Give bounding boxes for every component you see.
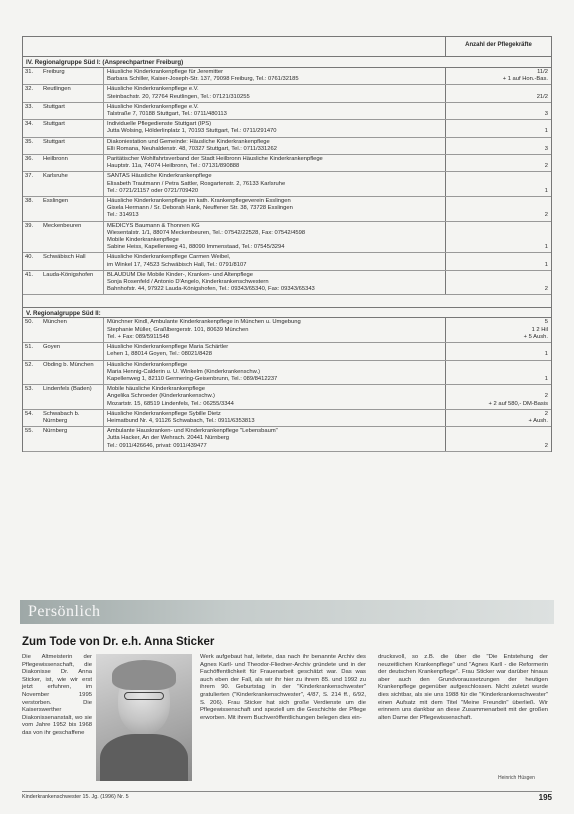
row-address — [103, 271, 445, 295]
row-number: 31. — [25, 69, 34, 75]
address-line: Sabine Heiss, Kapellenweg 41, 88090 Immenstaad, Tel.: 07545/3294 — [107, 244, 285, 251]
table-body — [23, 57, 551, 452]
row-staff-count — [445, 222, 551, 253]
row-staff-count — [445, 361, 551, 385]
table-row — [23, 120, 551, 137]
address-line: Häusliche Kinderkrankenpflege Sybille Dietz — [107, 410, 221, 417]
table-row — [23, 138, 551, 155]
address-line: Häusliche Kinderkrankenpflege e.V. — [107, 103, 199, 110]
staff-count-value: 1 — [544, 351, 548, 358]
row-staff-count — [445, 410, 551, 426]
row-address — [103, 318, 445, 342]
row-city: Nürnberg — [43, 428, 68, 435]
staff-count-value: 1 — [544, 187, 548, 194]
row-city: Lauda-Königshofen — [43, 271, 94, 278]
row-address — [103, 120, 445, 136]
address-line: Mobile Kinderkrankenpflege — [107, 237, 179, 244]
staff-count-value: 2 — [544, 442, 548, 449]
row-city: Esslingen — [43, 198, 69, 205]
address-line: MEDICYS Baumann & Thonnen KG — [107, 222, 200, 229]
table-row — [23, 222, 551, 254]
address-line: Häusliche Kinderkrankenpflege für Jeremitter — [107, 69, 223, 75]
table-row — [23, 85, 551, 102]
address-line: Sonja Rosenfeld / Antonio D'Angelo, Kinderkrankenschwestern — [107, 279, 269, 286]
table-row — [23, 385, 551, 410]
journal-reference: Kinderkrankenschwester 15. Jg. (1996) Nr. 5 — [22, 794, 129, 800]
address-line: Elli Romana, Neuhaldenstr. 48, 70327 Stuttgart, Tel.: 0711/331262 — [107, 145, 277, 152]
row-city: Freiburg — [43, 69, 65, 75]
row-address — [103, 85, 445, 101]
row-number: 35. — [25, 138, 34, 145]
staff-count-value: 1 — [544, 244, 548, 251]
table-row — [23, 271, 551, 296]
row-staff-count — [445, 68, 551, 84]
row-address — [103, 385, 445, 409]
address-line: Häusliche Kinderkrankenpflege e.V. — [107, 86, 199, 93]
staff-count-value: + 1 auf Hon.-Bas. — [502, 76, 548, 83]
portrait-hair — [112, 660, 176, 690]
table-row — [23, 410, 551, 427]
address-line: Steinbachstr. 20, 72764 Reutlingen, Tel.: 07121/310255 — [107, 93, 250, 100]
table-header — [23, 37, 551, 57]
address-line: Wiesentalstr. 1/1, 88074 Meckenbeuren, Tel.: 07542/22528, Fax: 07542/4598 — [107, 229, 306, 236]
article-column-3: drucksvoll, so z.B. die über die "Die Entstehung der neuzeitlichen Krankenpflege" und "Agnes Karll - die Reformerin der deutschen Krankenpflege". Frau Sticker war darüber hinaus aber auch den Grundvoraussetzungen der heutigen Krankenpflege gegenüber aufgeschlossen. Nicht zuletzt wurde dies sichtbar, als sie uns 1988 für die "Kinderkrankenschwester" einen Aufsatz mit dem Titel "Meine Freundin" überließ. Wir erinnern uns dankbar an diese Zusammenarbeit mit der großen alten Dame der Pflegewissenschaft. — [378, 654, 548, 721]
staff-count-value: 2 — [544, 410, 548, 417]
table-row — [23, 197, 551, 222]
page-footer — [22, 791, 552, 802]
row-number: 34. — [25, 121, 34, 128]
address-line: Kapellenweg 1, 82110 Germering-Geisenbrunn, Tel.: 089/8412237 — [107, 375, 278, 382]
article-column-1: Die Altmeisterin der Pflegewissenschaft, die Diakonisse Dr. Anna Sticker, ist, wie wir erst jetzt erfuhren, im November 1995 verstorben. Die Kaiserswerther Diakonissenanstalt, wo sie vom Jahre 1952 bis 1968 das von ihr geschaffene — [22, 654, 92, 736]
row-city: Reutlingen — [43, 86, 71, 93]
article-column-2: Werk aufgebaut hat, leitete, das nach ihr benannte Archiv des Agnes Karll- und Theodor-Fliedner-Archiv gründete und in der Fachöffentlichkeit für Frauenarbeit geschätzt war. Das was auch eben der Fall, als wir ihr hier zu ihrem 85. und 1992 zu ihrem 90. Geburtstag in der "Kinderkrankenschwester" gratulierten ("Kinderkrankenschwester", 4/87, S. 214 ff., 6/92, S. 206). Frau Sticker hat sich große Verdienste um die Pflegewissenschaft und speziell um die Geschichte der Pflege erworben. Mit ihrem Buchveröffentlichungen belegen dies ein- — [200, 654, 366, 721]
address-line: Elisabeth Trautmann / Petra Sattler, Rosgartenstr. 2, 76133 Karlsruhe — [107, 180, 286, 187]
address-line: Bahnhofstr. 44, 97922 Lauda-Königshofen, Tel.: 09343/65340, Fax: 09343/65343 — [107, 286, 315, 293]
row-number: 51. — [25, 344, 34, 351]
address-line: Häusliche Kinderkrankenpflege im kath. Krankenpflegeverein Esslingen — [107, 198, 291, 205]
row-address — [103, 427, 445, 451]
row-address — [103, 138, 445, 154]
staff-count-value: 1 — [544, 128, 548, 135]
address-line: Tel. + Fax: 089/5911548 — [107, 333, 169, 340]
staff-count-value: 2 — [544, 212, 548, 219]
row-address — [103, 155, 445, 171]
staff-count-value: + Aush. — [528, 417, 548, 424]
row-staff-count — [445, 197, 551, 221]
row-number: 39. — [25, 222, 34, 229]
row-number: 55. — [25, 428, 34, 435]
table-row — [23, 343, 551, 360]
row-address — [103, 68, 445, 84]
row-city: Obding b. München — [43, 361, 94, 368]
staff-count-value: + 2 auf 580,- DM-Basis — [488, 400, 548, 407]
article-title: Zum Tode von Dr. e.h. Anna Sticker — [22, 636, 215, 648]
row-staff-count — [445, 343, 551, 359]
table-row — [23, 68, 551, 85]
table-row — [23, 318, 551, 343]
row-number: 33. — [25, 103, 34, 110]
staff-count-value: 11/2 — [537, 69, 548, 75]
row-staff-count — [445, 385, 551, 409]
address-line: Mozartstr. 15, 68519 Lindenfels, Tel.: 06255/3344 — [107, 400, 234, 407]
row-number: 50. — [25, 319, 34, 326]
row-staff-count — [445, 271, 551, 295]
staff-count-value: 3 — [544, 111, 548, 118]
row-staff-count — [445, 138, 551, 154]
address-line: Häusliche Kinderkrankenpflege — [107, 361, 188, 368]
row-address — [103, 197, 445, 221]
row-number: 53. — [25, 386, 34, 393]
address-line: BLAUDUM Die Mobile Kinder-, Kranken- und Altenpflege — [107, 271, 253, 278]
row-address — [103, 410, 445, 426]
table-row — [23, 427, 551, 452]
row-city: Stuttgart — [43, 103, 65, 110]
address-line: Jutta Wolsing, Hölderlinplatz 1, 70193 Stuttgart, Tel.: 0711/291470 — [107, 128, 277, 135]
staff-count-value: + 5 Aush. — [523, 333, 548, 340]
staff-count-value: 21/2 — [536, 93, 548, 100]
portrait-photo — [96, 654, 192, 781]
row-city: Stuttgart — [43, 121, 65, 128]
row-number: 37. — [25, 173, 34, 180]
address-line: Diakoniestation und Gemeinde: Häusliche Kinderkrankenpflege — [107, 138, 270, 145]
address-line: Angelika Schroeder (Kinderkrankenschw.) — [107, 393, 215, 400]
staff-count-value: 1 — [544, 375, 548, 382]
section-banner — [20, 600, 554, 624]
row-city: Meckenbeuren — [43, 222, 82, 229]
address-line: Tel.: 0721/21157 oder 0721/709420 — [107, 187, 199, 194]
row-city: München — [43, 319, 67, 326]
row-staff-count — [445, 103, 551, 119]
staff-count-value: 5 — [544, 319, 548, 326]
table-row — [23, 172, 551, 197]
row-city: Schwäbisch Hall — [43, 254, 86, 261]
row-number: 36. — [25, 156, 34, 163]
staff-count-value: 1 — [544, 261, 548, 268]
table-row — [23, 361, 551, 386]
row-staff-count — [445, 427, 551, 451]
staff-count-value: 2 — [544, 393, 548, 400]
row-address — [103, 103, 445, 119]
table-row — [23, 155, 551, 172]
address-line: Paritätischer Wohlfahrtsverband der Stadt Heilbronn Häusliche Kinderkrankenpflege — [107, 156, 323, 163]
address-line: Hauptstr. 11a, 74074 Heilbronn, Tel.: 07131/890888 — [107, 163, 240, 170]
region-header: IV. Regionalgruppe Süd I: (Ansprechpartner Freiburg) — [23, 57, 551, 68]
row-address — [103, 172, 445, 196]
row-staff-count — [445, 120, 551, 136]
row-number: 54. — [25, 410, 34, 417]
address-line: im Winkel 17, 74523 Schwäbisch Hall, Tel.: 0791/8107 — [107, 261, 247, 268]
address-line: Maria Hennig-Calderin u. U. Winkelm (Kinderkrankenschw.) — [107, 368, 261, 375]
row-staff-count — [445, 318, 551, 342]
address-line: Lehen 1, 88014 Goyen, Tel.: 08021/8428 — [107, 351, 212, 358]
row-city: Goyen — [43, 344, 61, 351]
address-line: Heimatbund Nr. 4, 91126 Schwabach, Tel.: 0911/6353813 — [107, 417, 255, 424]
row-city: Stuttgart — [43, 138, 65, 145]
address-line: Tel.: 0911/426646, privat: 0911/439477 — [107, 442, 207, 449]
row-number: 32. — [25, 86, 34, 93]
address-line: Mobile häusliche Kinderkrankenpflege — [107, 386, 205, 393]
address-line: Münchner Kindl, Ambulante Kinderkrankenpflege in München u. Umgebung — [107, 319, 301, 326]
address-line: Barbara Schiller, Kaiser-Joseph-Str. 137, 79098 Freiburg, Tel.: 0761/32185 — [107, 76, 299, 83]
row-staff-count — [445, 253, 551, 269]
row-staff-count — [445, 172, 551, 196]
row-number: 40. — [25, 254, 34, 261]
row-city: Lindenfels (Baden) — [43, 386, 92, 393]
address-line: Stephanie Müller, Graßlbergerstr. 101, 80639 München — [107, 326, 249, 333]
section-label: Persönlich — [28, 603, 101, 620]
row-address — [103, 222, 445, 253]
staff-count-value: 2 — [544, 286, 548, 293]
address-line: SANTAS Häusliche Kinderkrankenpflege — [107, 173, 212, 180]
care-services-table — [22, 36, 552, 452]
row-staff-count — [445, 155, 551, 171]
address-line: Jutta Hacker, An der Wehrach. 20441 Nürnberg — [107, 435, 230, 442]
staff-count-value: 2 — [544, 163, 548, 170]
row-city: Schwabach b. Nürnberg — [43, 410, 80, 424]
row-city: Heilbronn — [43, 156, 68, 163]
row-number: 38. — [25, 198, 34, 205]
portrait-shoulders — [100, 734, 188, 781]
staff-count-value: 3 — [544, 145, 548, 152]
portrait-glasses — [124, 692, 164, 700]
row-number: 41. — [25, 271, 34, 278]
address-line: Talstraße 7, 70188 Stuttgart, Tel.: 0711/480113 — [107, 111, 227, 118]
table-row — [23, 103, 551, 120]
article-author: Heinrich Hüsgen — [498, 775, 535, 781]
row-address — [103, 343, 445, 359]
region-header: V. Regionalgruppe Süd II: — [23, 307, 551, 318]
address-line: Tel.: 314913 — [107, 212, 139, 219]
address-line: Häusliche Kinderkrankenpflege Maria Schärtler — [107, 344, 229, 351]
row-number: 52. — [25, 361, 34, 368]
address-line: Häusliche Kinderkrankenpflege Carmen Weibel, — [107, 254, 231, 261]
address-line: Ambulante Hauskranken- und Kinderkrankenpflege "Lebensbaum" — [107, 428, 278, 435]
table-row — [23, 253, 551, 270]
address-line: Individuelle Pflegedienste Stuttgart (IPS) — [107, 121, 212, 128]
row-city: Karlsruhe — [43, 173, 68, 180]
staff-count-value: 1 2 Hil — [531, 326, 548, 333]
row-staff-count — [445, 85, 551, 101]
address-line: Gisela Hermann / Sr. Deborah Hank, Neuffener Str. 38, 73728 Esslingen — [107, 205, 293, 212]
row-address — [103, 253, 445, 269]
page-number: 195 — [538, 793, 552, 802]
column-header-staff-count: Anzahl der Pflegekräfte — [445, 37, 551, 56]
row-address — [103, 361, 445, 385]
